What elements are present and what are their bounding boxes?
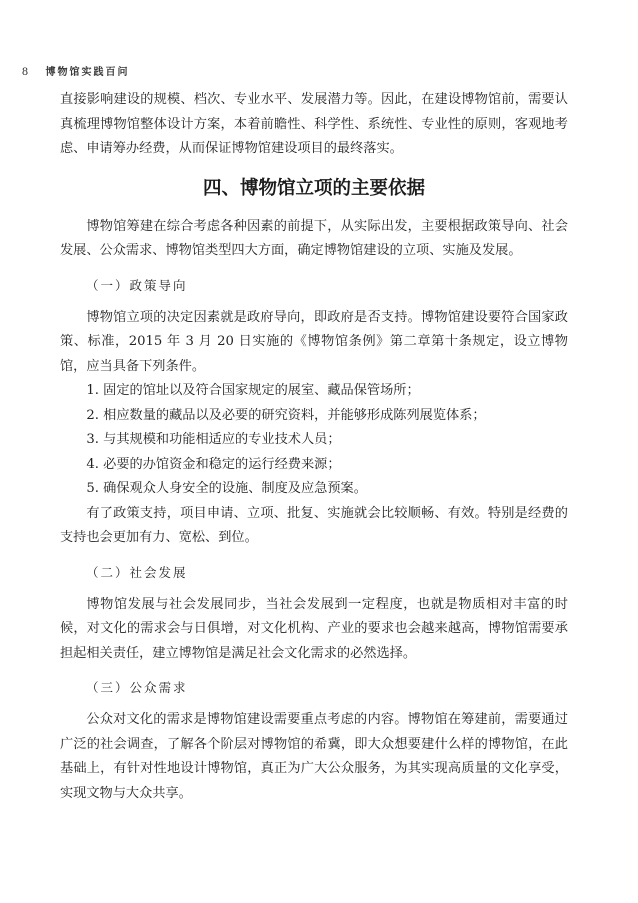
subheading-public: （三）公众需求 [86, 680, 188, 695]
policy-closing-paragraph: 有了政策支持，项目申请、立项、批复、实施就会比较顺畅、有效。特别是经费的支持也会更加有力、宽松、到位。 [60, 505, 568, 545]
list-item: 2. 相应数量的藏品以及必要的研究资料，并能够形成陈列展览体系； [86, 407, 486, 423]
subheading-policy: （一）政策导向 [86, 277, 188, 293]
section-lead-paragraph: 博物馆筹建在综合考虑各种因素的前提下，从实际出发，主要根据政策导向、社会发展、公众需求、博物馆类型四大方面，确定博物馆建设的立项、实施及发展。 [60, 218, 568, 258]
list-item: 4. 必要的办馆资金和稳定的运行经费来源； [86, 456, 341, 472]
list-item: 1. 固定的馆址以及符合国家规定的展室、藏品保管场所； [86, 383, 420, 398]
social-paragraph: 博物馆发展与社会发展同步，当社会发展到一定程度，也就是物质相对丰富的时候，对文化的需求会与日俱增，对文化机构、产业的要求也会越来越高，博物馆需要承担起相关责任，建立博物馆是满足社会文化需求的必然选择。 [60, 596, 568, 661]
subheading-social: （二）社会发展 [86, 564, 188, 580]
page-body [60, 88, 568, 806]
running-header [22, 63, 130, 79]
list-item: 3. 与其规模和功能相适应的专业技术人员； [86, 432, 341, 447]
list-item: 5. 确保观众人身安全的设施、制度及应急预案。 [86, 481, 367, 496]
section-title: 四、博物馆立项的主要依据 [202, 177, 425, 199]
book-title: 博物馆实践百问 [45, 67, 130, 78]
page-number: 8 [22, 64, 28, 78]
intro-paragraph: 直接影响建设的规模、档次、专业水平、发展潜力等。因此，在建设博物馆前，需要认真梳理博物馆整体设计方案，本着前瞻性、科学性、系统性、专业性的原则，客观地考虑、申请筹办经费，从而保证博物馆建设项目的最终落实。 [60, 92, 568, 156]
policy-paragraph: 博物馆立项的决定因素就是政府导向，即政府是否支持。博物馆建设要符合国家政策、标准，2015 年 3 月 20 日实施的《博物馆条例》第二章第十条规定，设立博物馆，应当具备下列条件。 [60, 309, 568, 374]
public-paragraph: 公众对文化的需求是博物馆建设需要重点考虑的内容。博物馆在筹建前，需要通过广泛的社会调查，了解各个阶层对博物馆的希冀，即大众想要建什么样的博物馆，在此基础上，有针对性地设计博物馆，真正为广大公众服务，为其实现高质量的文化享受，实现文物与大众共享。 [60, 712, 568, 801]
